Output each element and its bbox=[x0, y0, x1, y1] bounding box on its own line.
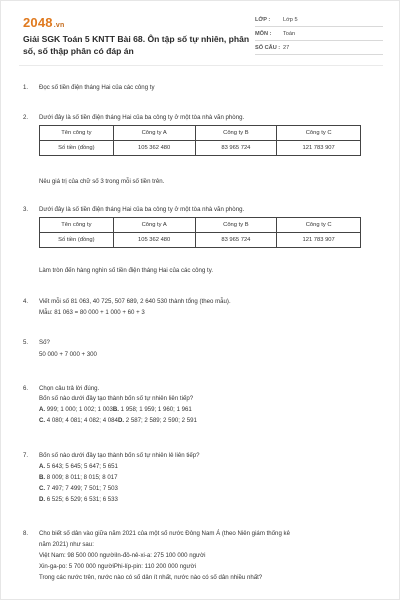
question-6-prompt: Bốn số nào dưới đây tạo thành bốn số tự nhiên liên tiếp? bbox=[39, 395, 194, 402]
site-logo[interactable]: 2048.vn bbox=[23, 15, 65, 30]
meta-subject: MÔN : Toán bbox=[255, 27, 383, 41]
question-7-option-b: B. 8 009; 8 011; 8 015; 8 017 bbox=[39, 474, 118, 481]
question-4-example: Mẫu: 81 063 = 80 000 + 1 000 + 60 + 3 bbox=[39, 309, 145, 316]
question-8-line-5: Trong các nước trên, nước nào có số dân ít nhất, nước nào có số dân nhiều nhất? bbox=[39, 574, 263, 581]
question-8-line-3: Việt Nam: 98 500 000 ngườiIn-đô-nê-xi-a: 275 100 000 người bbox=[39, 552, 206, 559]
question-7-option-c: C. 7 497; 7 499; 7 501; 7 503 bbox=[39, 485, 118, 492]
document-title: Giải SGK Toán 5 KNTT Bài 68. Ôn tập số tự nhiên, phân số, số thập phân có đáp án bbox=[23, 34, 250, 56]
question-6-options-ab: A. 999; 1 000; 1 002; 1 003B. 1 958; 1 959; 1 960; 1 961 bbox=[39, 406, 192, 413]
question-2-table bbox=[39, 125, 361, 156]
question-8-line-2: năm 2021) như sau: bbox=[39, 541, 94, 548]
table-row: Số tiền (đồng) 105 362 480 83 965 724 121 783 907 bbox=[40, 141, 361, 156]
meta-info bbox=[255, 13, 383, 55]
table-header-row: Tên công ty Công ty A Công ty B Công ty C bbox=[40, 126, 361, 141]
question-5-expression: 50 000 + 7 000 + 300 bbox=[39, 351, 97, 358]
document-page: 2048.vn Giải SGK Toán 5 KNTT Bài 68. Ôn tập số tự nhiên, phân số, số thập phân có đáp án LỚP : Lớp 5 MÔN : Toán SỐ CÂU : 27 1. Đọc số tiền điện tháng Hai của các công ty 2. Dưới đây là số tiền điện tháng Hai của ba công ty ở một tòa nhà văn phòng. Tên công ty Công ty A Công ty B Công ty C Số tiền (đồng) 105 362 480 83 965 724 121 783 907 Nêu giá trị của chữ số 3 trong mỗi số tiền trên. 3. Dưới đây là số tiền điện tháng Hai của ba công ty ở một tòa nhà văn phòng. Tên công ty Công ty A Công ty B Công ty C Số tiền (đồng) 105 362 480 83 965 724 121 783 907 Làm tròn đến hàng nghìn số tiền điện tháng Hai của các công ty. 4. Viết mỗi số 81 063, 40 725, 507 689, 2 640 530 thành tổng (theo mẫu). Mẫu: 81 063 = 80 000 + 1 000 + 60 + 3 5. Số? 50 000 + 7 000 + 300 6. Chọn câu trả lời đúng. Bốn số nào dưới đây tạo thành bốn số tự nhiên liên tiếp? A. 999; 1 000; 1 002; 1 003B. 1 958; 1 959; 1 960; 1 961 C. 4 080; 4 081; 4 082; 4 084D. 2 587; 2 589; 2 590; 2 591 7. Bốn số nào dưới đây tạo thành bốn số tự nhiên lẻ liên tiếp? A. 5 643; 5 645; 5 647; 5 651 B. 8 009; 8 011; 8 015; 8 017 C. 7 497; 7 499; 7 501; 7 503 D. 6 525; 6 529; 6 531; 6 533 8. Cho biết số dân vào giữa năm 2021 của một số nước Đông Nam Á (theo Niên giám thống kê năm 2021) như sau: Việt Nam: 98 500 000 ngườiIn-đô-nê-xi-a: 275 100 000 người Xin-ga-po: 5 700 000 ngườiPhi-líp-pin: 110 200 000 người Trong các nước trên, nước nào có số dân ít nhất, nước nào có số dân nhiều nhất? bbox=[0, 0, 400, 600]
document-header bbox=[1, 1, 400, 65]
question-8-line-4: Xin-ga-po: 5 700 000 ngườiPhi-líp-pin: 110 200 000 người bbox=[39, 563, 196, 570]
question-7-option-d: D. 6 525; 6 529; 6 531; 6 533 bbox=[39, 496, 118, 503]
question-6-options-cd: C. 4 080; 4 081; 4 082; 4 084D. 2 587; 2 589; 2 590; 2 591 bbox=[39, 417, 197, 424]
question-7-option-a: A. 5 643; 5 645; 5 647; 5 651 bbox=[39, 463, 118, 470]
meta-question-count: SỐ CÂU : 27 bbox=[255, 41, 383, 55]
table-row: Số tiền (đồng) 105 362 480 83 965 724 121 783 907 bbox=[40, 233, 361, 248]
header-divider bbox=[19, 65, 383, 66]
question-3-table bbox=[39, 217, 361, 248]
table-header-row: Tên công ty Công ty A Công ty B Công ty C bbox=[40, 218, 361, 233]
question-2-task: Nêu giá trị của chữ số 3 trong mỗi số tiền trên. bbox=[39, 178, 165, 185]
meta-grade: LỚP : Lớp 5 bbox=[255, 13, 383, 27]
question-3-task: Làm tròn đến hàng nghìn số tiền điện tháng Hai của các công ty. bbox=[39, 267, 214, 274]
